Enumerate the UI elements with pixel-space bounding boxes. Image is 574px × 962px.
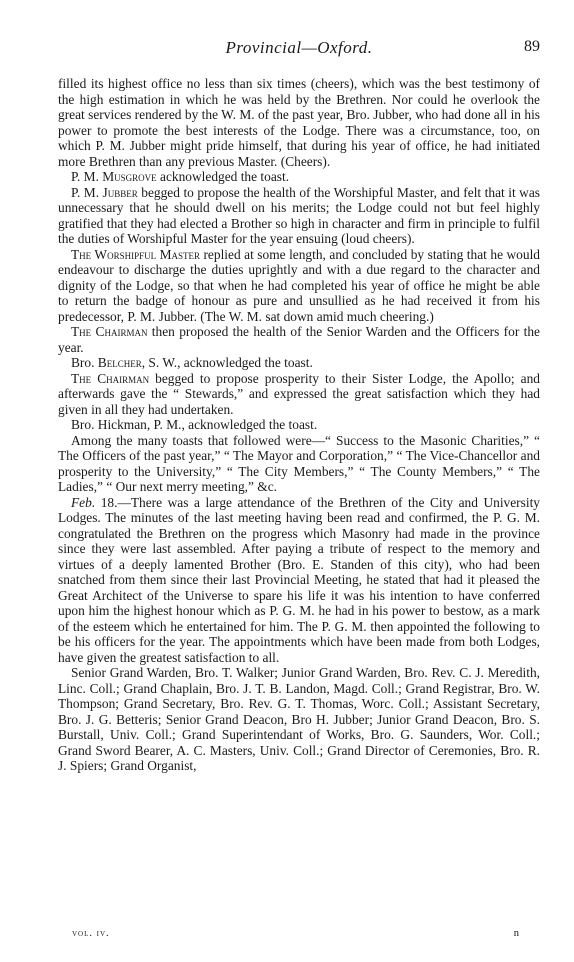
paragraph-3 — [58, 185, 540, 247]
page-header — [58, 38, 540, 62]
paragraph-6 — [58, 355, 540, 371]
paragraph-9 — [58, 433, 540, 495]
running-title: Provincial—Oxford. — [225, 38, 373, 57]
paragraph-text: 18.—There was a large attendance of the Brethren of the City and University Lodges. The minutes of the last meeting having been read and confirmed, the P. G. M. congratulated the Brethren on the progress which Masonry had made in the province since they were last assembled. After paying a tribute of respect to the memory and virtues of a deeply lamented Brother (Bro. E. Standen of this city), who had been snatched from them since their last Provincial Meeting, he stated that had it pleased the Great Architect of the Universe to spare his life it was his intention to have conferred upon him the highest honour which as P. G. M. he had in his power to bestow, as a mark of the esteem which he entertained for him. The P. G. M. then appointed the following to be his officers for the year. The appointments which have been made from both Lodges, have given the greatest satisfaction to all. — [58, 494, 540, 665]
page-number: 89 — [524, 38, 540, 55]
paragraph-11 — [58, 665, 540, 774]
body-text — [58, 76, 540, 774]
paragraph-7 — [58, 371, 540, 418]
paragraph-text: Bro. Hickman, P. M., acknowledged the toast. — [71, 417, 318, 432]
paragraph-text: filled its highest office no less than six times (cheers), which was the best testimony of the high estimation in which he was held by the Brethren. Nor could he overlook the great services rendered by the W. M. of the past year, Bro. Jubber, who had done all in his power to promote the best interests of the Lodge. There was a circumstance, too, on which P. M. Jubber might pride himself, that during his year of office, he had initiated more Brethren than any previous Master. (Cheers). — [58, 76, 540, 169]
signature-mark: n — [513, 928, 520, 939]
volume-label: vol. iv. — [72, 928, 110, 939]
paragraph-1 — [58, 76, 540, 169]
date-label: Feb. — [71, 494, 96, 510]
paragraph-10 — [58, 495, 540, 666]
paragraph-lead: Bro. — [71, 355, 98, 370]
speaker-name: P. M. Jubber — [71, 184, 138, 200]
paragraph-2 — [58, 169, 540, 185]
paragraph-4 — [58, 247, 540, 325]
paragraph-5 — [58, 324, 540, 355]
page-footer — [72, 928, 540, 944]
paragraph-text: begged to propose the health of the Worshipful Master, and felt that it was unnecessary that he should dwell on his merits; the Lodge could not but feel highly gratified that they had elected a Brother so high in character and firm in principle to fulfil the duties of Worshipful Master for the year ensuing (loud cheers). — [58, 184, 540, 246]
paragraph-text: acknowledged the toast. — [156, 169, 290, 184]
paragraph-8 — [58, 417, 540, 433]
paragraph-text: begged to propose prosperity to their Sister Lodge, the Apollo; and afterwards gave the “ Stewards,” and expressed the great satisfaction which they had given in all they had undertaken. — [58, 370, 540, 417]
speaker-name: The Chairman — [71, 324, 148, 339]
speaker-name: The Worshipful Master — [71, 246, 200, 262]
paragraph-text: Senior Grand Warden, Bro. T. Walker; Junior Grand Warden, Bro. Rev. C. J. Meredith, Linc. Coll.; Grand Chaplain, Bro. J. T. B. Landon, Magd. Coll.; Grand Registrar, Bro. W. Thompson; Grand Secretary, Bro. Rev. G. T. Thomas, Worc. Coll.; Assistant Secretary, Bro. J. G. Betteris; Senior Grand Deacon, Bro H. Jubber; Junior Grand Deacon, Bro. S. Burstall, Univ. Coll.; Grand Superintendant of Works, Bro. G. Saunders, Wor. Coll.; Grand Sword Bearer, A. C. Masters, Univ. Coll.; Grand Director of Ceremonies, Bro. R. J. Spiers; Grand Organist, — [58, 665, 540, 773]
paragraph-text: Among the many toasts that followed were—“ Success to the Masonic Charities,” “ The Officers of the past year,” “ The Mayor and Corporation,” “ The Vice-Chancellor and prosperity to the University,” “ The City Members,” “ The County Members,” “ The Ladies,” “ Our next merry meeting,” &c. — [58, 432, 540, 494]
speaker-name: Belcher — [97, 355, 142, 370]
paragraph-text: , S. W., acknowledged the toast. — [141, 355, 313, 370]
paragraph-text: replied at some length, and concluded by stating that he would endeavour to discharge the duties uprightly and with a due regard to the character and dignity of the Lodge, so that when he had completed his year of office he might be able to return the badge of honour as pure and unsullied as he had received it from his predecessor, P. M. Jubber. (The W. M. sat down amid much cheering.) — [58, 246, 540, 324]
paragraph-text: then proposed the health of the Senior Warden and the Officers for the year. — [58, 324, 540, 355]
speaker-name: P. M. Musgrove — [71, 169, 157, 184]
speaker-name: The Chairman — [71, 370, 150, 386]
